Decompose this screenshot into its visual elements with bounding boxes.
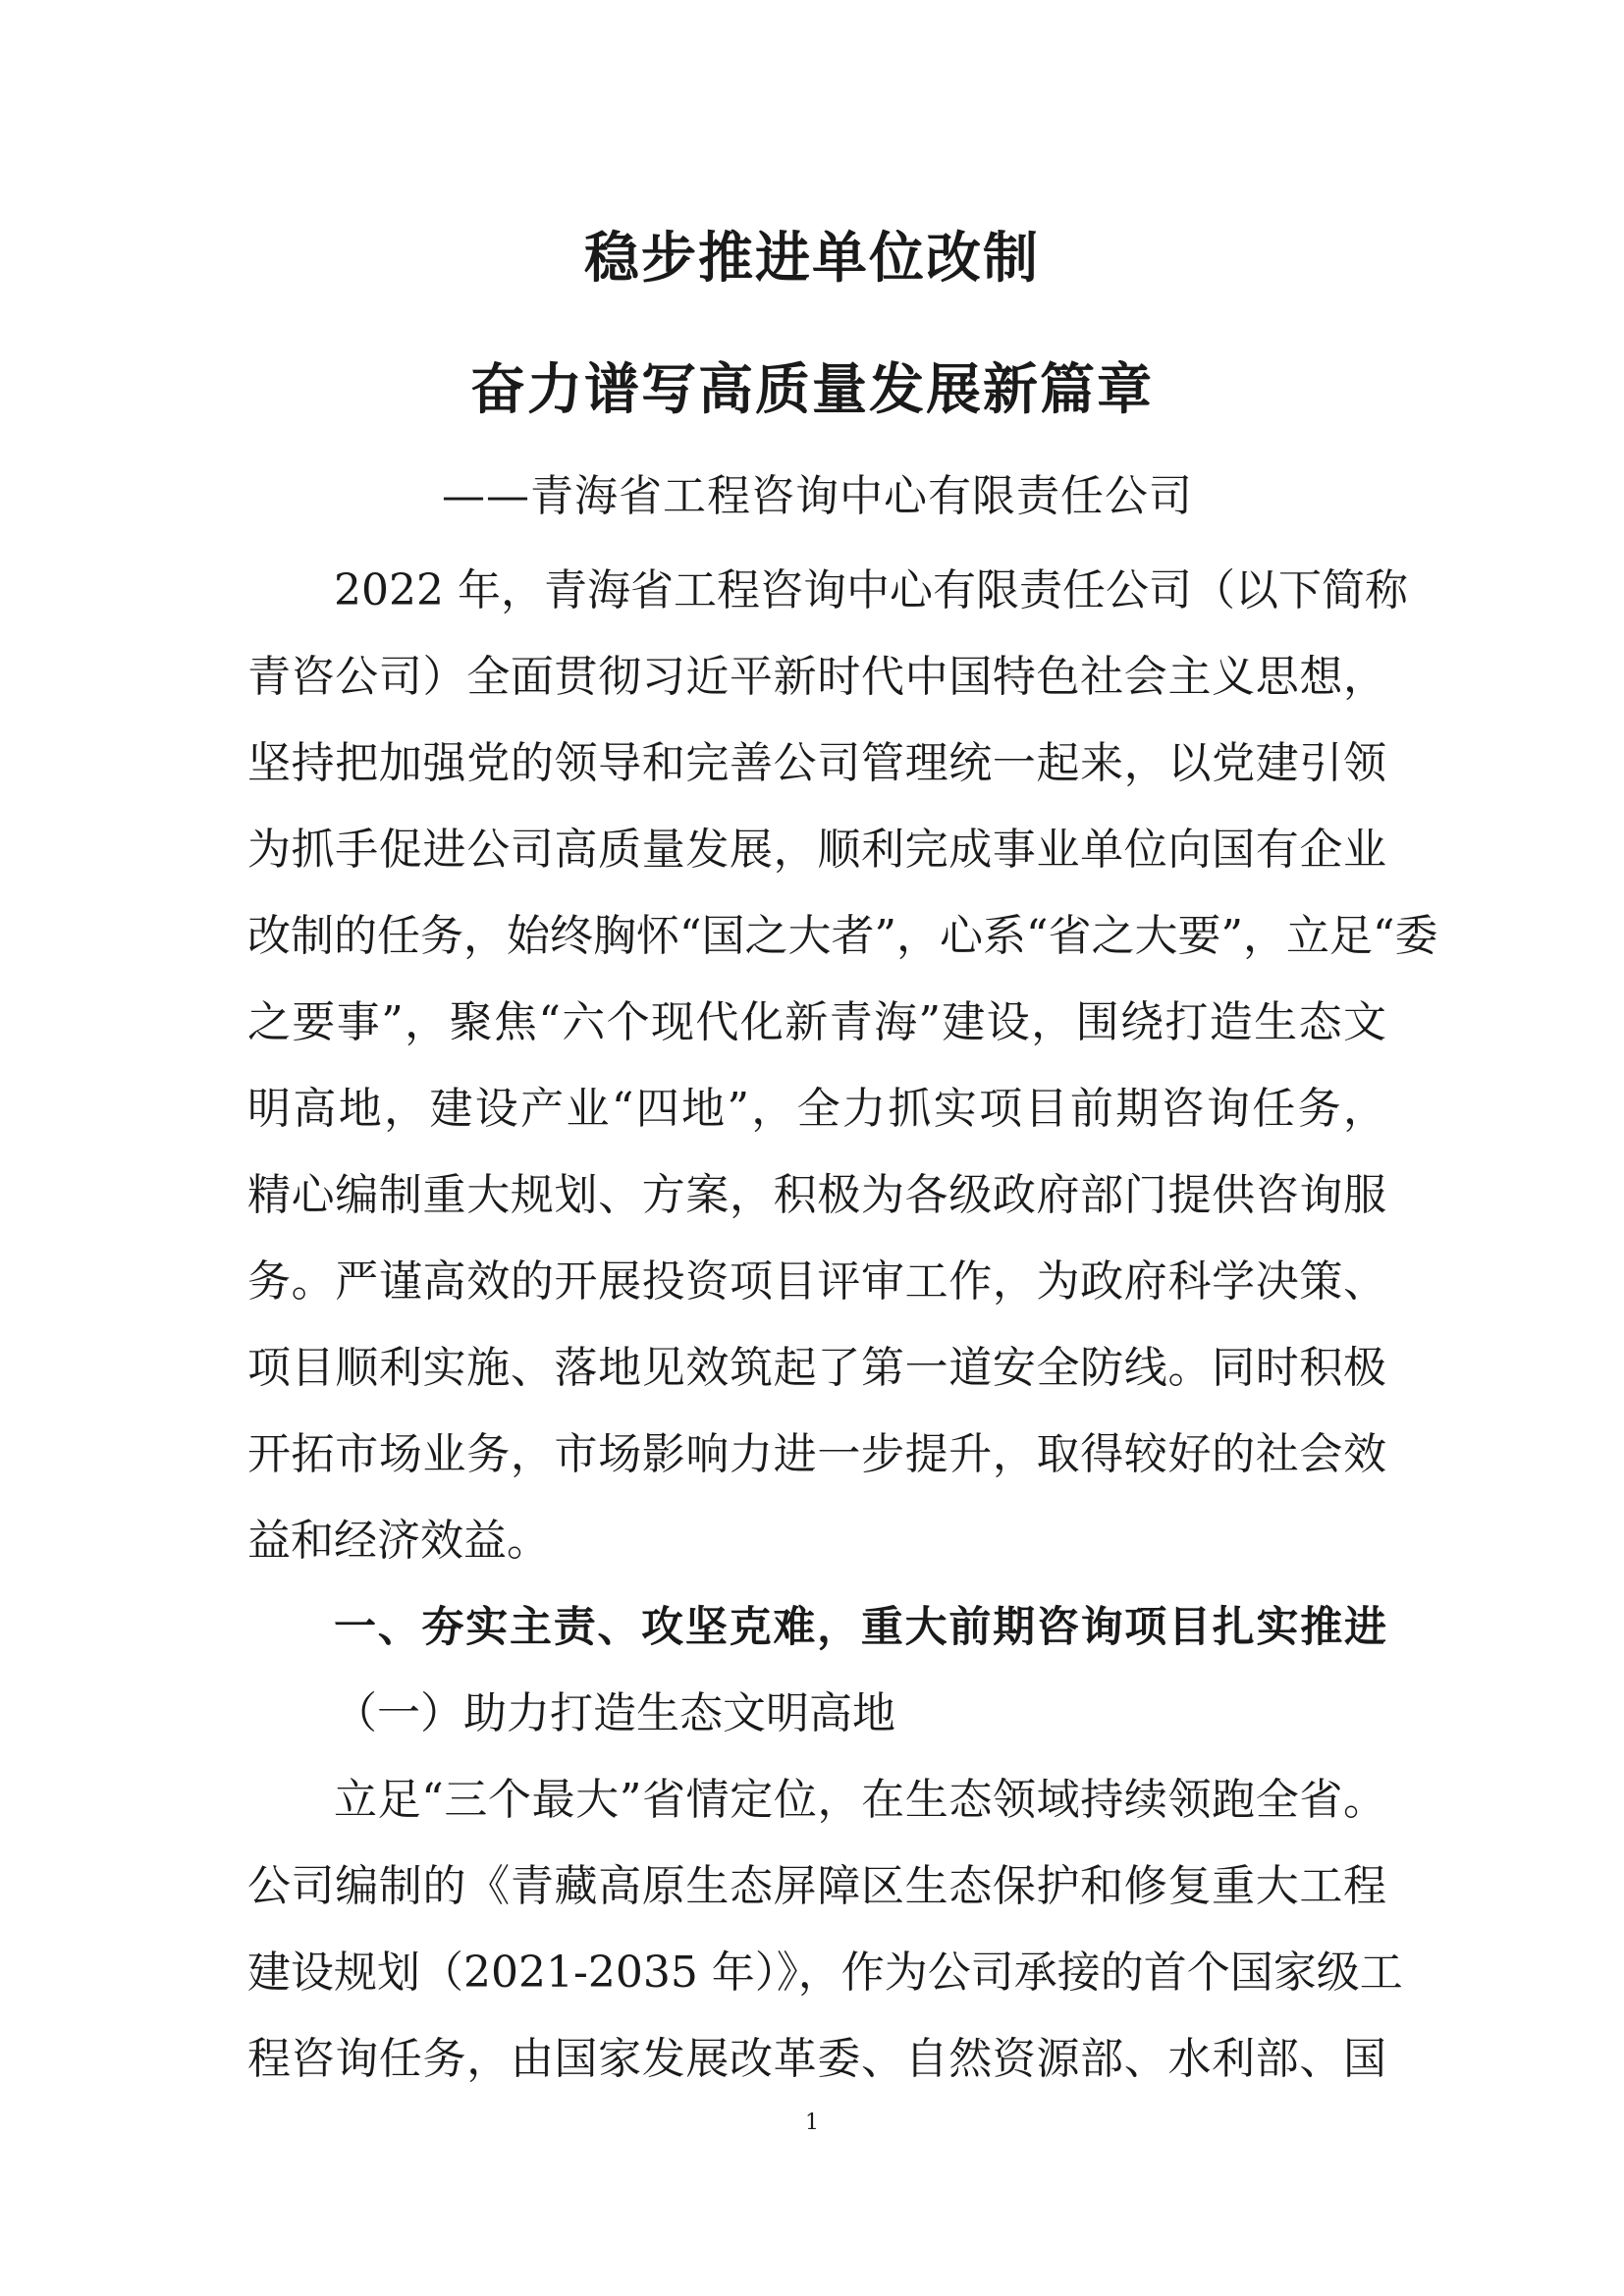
paragraph-1-line: 2022 年，青海省工程咨询中心有限责任公司（以下简称 [334, 565, 1408, 615]
paragraph-1-line: 开拓市场业务，市场影响力进一步提升，取得较好的社会效 [247, 1429, 1386, 1479]
paragraph-1-line: 改制的任务，始终胸怀“国之大者”，心系“省之大要”，立足“委 [247, 911, 1438, 961]
paragraph-1-line: 之要事”，聚焦“六个现代化新青海”建设，围绕打造生态文 [247, 997, 1386, 1047]
document-body [247, 548, 1438, 2103]
paragraph-1-line: 项目顺利实施、落地见效筑起了第一道安全防线。同时积极 [247, 1343, 1386, 1393]
subsection-heading: （一）助力打造生态文明高地 [334, 1688, 895, 1738]
paragraph-1-line: 务。严谨高效的开展投资项目评审工作，为政府科学决策、 [247, 1256, 1386, 1307]
paragraph-2-line: 建设规划（2021-2035 年）》，作为公司承接的首个国家级工 [247, 1948, 1403, 1998]
paragraph-1-line: 益和经济效益。 [247, 1516, 550, 1566]
document-title-line-1: 稳步推进单位改制 [584, 227, 1040, 291]
section-heading: 一、夯实主责、攻坚克难，重大前期咨询项目扎实推进 [334, 1603, 1386, 1652]
paragraph-2-line: 立足“三个最大”省情定位，在生态领域持续领跑全省。 [334, 1775, 1386, 1825]
paragraph-1-line: 青咨公司）全面贯彻习近平新时代中国特色社会主义思想， [247, 652, 1386, 702]
paragraph-1-line: 精心编制重大规划、方案，积极为各级政府部门提供咨询服 [247, 1170, 1386, 1220]
page-number: 1 [805, 2110, 819, 2135]
paragraph-1-line: 明高地，建设产业“四地”，全力抓实项目前期咨询任务， [247, 1084, 1386, 1134]
document-title-line-2: 奋力谱写高质量发展新篇章 [470, 358, 1154, 422]
paragraph-1-line: 为抓手促进公司高质量发展，顺利完成事业单位向国有企业 [247, 825, 1386, 875]
paragraph-2-line: 程咨询任务，由国家发展改革委、自然资源部、水利部、国 [247, 2034, 1386, 2084]
paragraph-1-line: 坚持把加强党的领导和完善公司管理统一起来，以党建引领 [247, 738, 1386, 788]
document-subtitle: ——青海省工程咨询中心有限责任公司 [442, 471, 1193, 521]
paragraph-2-line: 公司编制的《青藏高原生态屏障区生态保护和修复重大工程 [247, 1861, 1386, 1911]
